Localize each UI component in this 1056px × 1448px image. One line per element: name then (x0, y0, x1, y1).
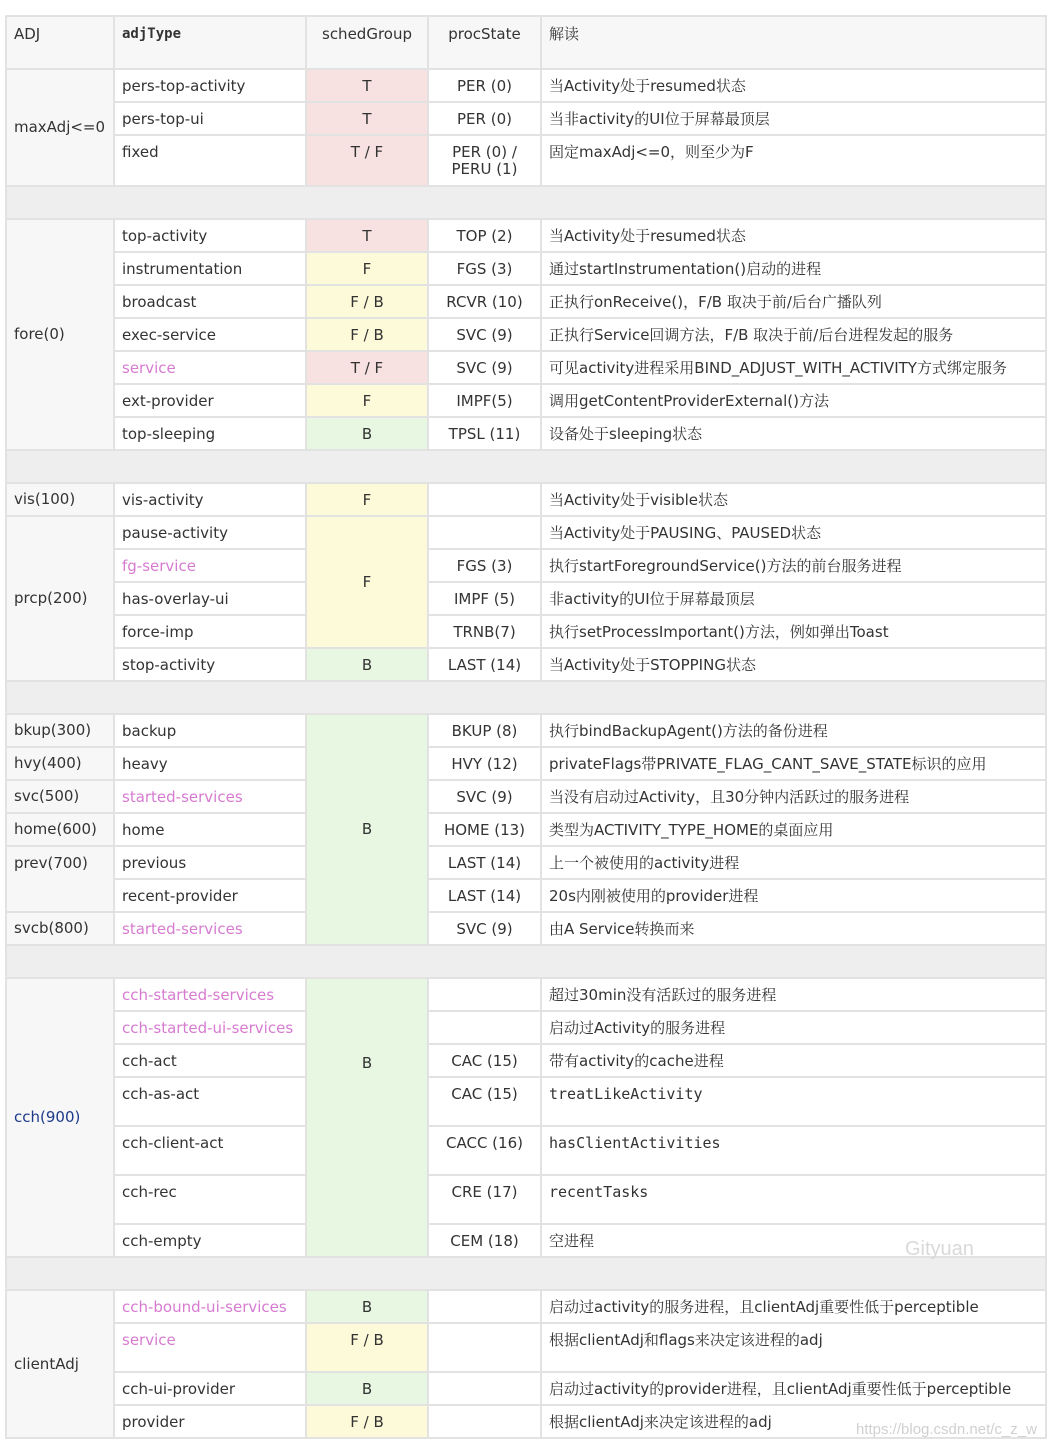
adjtype-cell: cch-ui-provider (114, 1372, 306, 1405)
adjtype-cell: stop-activity (114, 648, 306, 681)
adjtype-cell: cch-client-act (114, 1126, 306, 1175)
procstate-cell: LAST (14) (428, 648, 541, 681)
procstate-cell: CRE (17) (428, 1175, 541, 1224)
adjtype-cell: service (114, 1323, 306, 1372)
desc-cell: 非activity的UI位于屏幕最顶层 (541, 582, 1046, 615)
schedgroup-cell: F (306, 483, 428, 516)
schedgroup-cell: B (306, 714, 428, 945)
procstate-cell: LAST (14) (428, 846, 541, 879)
table-row (6, 1323, 1046, 1372)
procstate-cell: FGS (3) (428, 252, 541, 285)
desc-cell: 当非activity的UI位于屏幕最顶层 (541, 102, 1046, 135)
table-row (6, 615, 1046, 648)
adjtype-cell: fixed (114, 135, 306, 186)
procstate-cell: SVC (9) (428, 912, 541, 945)
procstate-cell (428, 1011, 541, 1044)
adj-cell: fore(0) (6, 219, 114, 450)
desc-cell: 根据clientAdj和flags来决定该进程的adj (541, 1323, 1046, 1372)
table-row (6, 1175, 1046, 1224)
desc-cell: 类型为ACTIVITY_TYPE_HOME的桌面应用 (541, 813, 1046, 846)
procstate-cell (428, 1290, 541, 1323)
schedgroup-cell: F / B (306, 1323, 428, 1372)
table-row (6, 417, 1046, 450)
desc-cell: hasClientActivities (541, 1126, 1046, 1175)
schedgroup-cell: B (306, 1372, 428, 1405)
header-desc: 解读 (541, 16, 1046, 69)
schedgroup-cell: T (306, 102, 428, 135)
separator-row (6, 186, 1046, 219)
separator-row (6, 1257, 1046, 1290)
desc-cell: 当Activity处于visible状态 (541, 483, 1046, 516)
desc-cell: 执行startForegroundService()方法的前台服务进程 (541, 549, 1046, 582)
table-row (6, 582, 1046, 615)
adjtype-cell: cch-bound-ui-services (114, 1290, 306, 1323)
desc-cell: 执行setProcessImportant()方法，例如弹出Toast (541, 615, 1046, 648)
table-row (6, 102, 1046, 135)
adjtype-cell: has-overlay-ui (114, 582, 306, 615)
procstate-cell: HVY (12) (428, 747, 541, 780)
desc-cell: 启动过activity的provider进程，且clientAdj重要性低于perceptible (541, 1372, 1046, 1405)
desc-cell: 当Activity处于STOPPING状态 (541, 648, 1046, 681)
adj-table (5, 15, 1047, 1439)
desc-cell: 当Activity处于resumed状态 (541, 69, 1046, 102)
schedgroup-cell: T / F (306, 351, 428, 384)
procstate-cell: SVC (9) (428, 780, 541, 813)
adjtype-cell: force-imp (114, 615, 306, 648)
table-row (6, 516, 1046, 549)
adjtype-cell: cch-act (114, 1044, 306, 1077)
adjtype-cell: started-services (114, 912, 306, 945)
procstate-cell: SVC (9) (428, 318, 541, 351)
adjtype-cell: cch-started-services (114, 978, 306, 1011)
adjtype-cell: vis-activity (114, 483, 306, 516)
desc-cell: 执行bindBackupAgent()方法的备份进程 (541, 714, 1046, 747)
table-row (6, 1372, 1046, 1405)
table-row (6, 549, 1046, 582)
desc-cell: 设备处于sleeping状态 (541, 417, 1046, 450)
schedgroup-cell: F / B (306, 318, 428, 351)
table-row (6, 384, 1046, 417)
desc-cell: treatLikeActivity (541, 1077, 1046, 1126)
adjtype-cell: service (114, 351, 306, 384)
desc-cell: 带有activity的cache进程 (541, 1044, 1046, 1077)
procstate-cell: CAC (15) (428, 1077, 541, 1126)
adjtype-cell: cch-started-ui-services (114, 1011, 306, 1044)
adj-cell: svc(500) (6, 780, 114, 813)
procstate-cell: BKUP (8) (428, 714, 541, 747)
adjtype-cell: previous (114, 846, 306, 879)
desc-cell: 固定maxAdj<=0，则至少为F (541, 135, 1046, 186)
adj-cell: svcb(800) (6, 912, 114, 945)
schedgroup-cell: B (306, 417, 428, 450)
table-row (6, 351, 1046, 384)
schedgroup-cell: F (306, 516, 428, 648)
table-row (6, 780, 1046, 813)
table-row (6, 1126, 1046, 1175)
desc-cell: 启动过activity的服务进程，且clientAdj重要性低于perceptible (541, 1290, 1046, 1323)
adjtype-cell: provider (114, 1405, 306, 1438)
procstate-cell: TPSL (11) (428, 417, 541, 450)
schedgroup-cell: F / B (306, 285, 428, 318)
table-row (6, 813, 1046, 846)
adjtype-cell: instrumentation (114, 252, 306, 285)
desc-cell: 调用getContentProviderExternal()方法 (541, 384, 1046, 417)
procstate-cell: SVC (9) (428, 351, 541, 384)
header-procstate: procState (428, 16, 541, 69)
procstate-cell: IMPF(5) (428, 384, 541, 417)
schedgroup-cell: T (306, 69, 428, 102)
desc-cell: 当Activity处于resumed状态 (541, 219, 1046, 252)
procstate-cell: CAC (15) (428, 1044, 541, 1077)
desc-cell: 当Activity处于PAUSING、PAUSED状态 (541, 516, 1046, 549)
schedgroup-cell: T (306, 219, 428, 252)
table-row (6, 1044, 1046, 1077)
adjtype-cell: pers-top-activity (114, 69, 306, 102)
adjtype-cell: home (114, 813, 306, 846)
procstate-cell: LAST (14) (428, 879, 541, 912)
table-row (6, 219, 1046, 252)
table-row (6, 1224, 1046, 1257)
separator-row (6, 450, 1046, 483)
desc-cell: 由A Service转换而来 (541, 912, 1046, 945)
table-row (6, 879, 1046, 912)
adj-cell: prev(700) (6, 846, 114, 912)
adjtype-cell: pause-activity (114, 516, 306, 549)
table-row (6, 747, 1046, 780)
table-row (6, 285, 1046, 318)
header-schedgroup: schedGroup (306, 16, 428, 69)
procstate-cell (428, 1405, 541, 1438)
table-row (6, 912, 1046, 945)
adj-cell: home(600) (6, 813, 114, 846)
adjtype-cell: top-activity (114, 219, 306, 252)
procstate-cell: IMPF (5) (428, 582, 541, 615)
procstate-cell: CACC (16) (428, 1126, 541, 1175)
adjtype-cell: started-services (114, 780, 306, 813)
table-row (6, 846, 1046, 879)
procstate-cell (428, 978, 541, 1011)
desc-cell: 空进程 (541, 1224, 1046, 1257)
adj-cell: bkup(300) (6, 714, 114, 747)
url-watermark: https://blog.csdn.net/c_z_w (856, 1421, 1037, 1438)
adj-cell: prcp(200) (6, 516, 114, 681)
desc-cell: privateFlags带PRIVATE_FLAG_CANT_SAVE_STATE标识的应用 (541, 747, 1046, 780)
schedgroup-cell: F / B (306, 1405, 428, 1438)
table-row (6, 1011, 1046, 1044)
procstate-cell (428, 1372, 541, 1405)
adjtype-cell: recent-provider (114, 879, 306, 912)
schedgroup-cell: B (306, 978, 428, 1257)
separator-row (6, 945, 1046, 978)
procstate-cell: PER (0) (428, 102, 541, 135)
table-row (6, 978, 1046, 1011)
separator-row (6, 681, 1046, 714)
procstate-cell: FGS (3) (428, 549, 541, 582)
adjtype-cell: heavy (114, 747, 306, 780)
procstate-cell (428, 516, 541, 549)
adjtype-cell: exec-service (114, 318, 306, 351)
gityuan-watermark: Gityuan (905, 1238, 974, 1260)
table-row (6, 252, 1046, 285)
adjtype-cell: top-sleeping (114, 417, 306, 450)
schedgroup-cell: T / F (306, 135, 428, 186)
adjtype-cell: pers-top-ui (114, 102, 306, 135)
desc-cell: 根据clientAdj来决定该进程的adj (541, 1405, 1046, 1438)
desc-cell: 可见activity进程采用BIND_ADJUST_WITH_ACTIVITY方式绑定服务 (541, 351, 1046, 384)
desc-cell: 正执行onReceive()，F/B 取决于前/后台广播队列 (541, 285, 1046, 318)
adjtype-cell: ext-provider (114, 384, 306, 417)
header-row (6, 16, 1046, 69)
table-row (6, 135, 1046, 186)
table-row (6, 648, 1046, 681)
procstate-cell: TOP (2) (428, 219, 541, 252)
table-row (6, 1077, 1046, 1126)
adjtype-cell: fg-service (114, 549, 306, 582)
schedgroup-cell: B (306, 648, 428, 681)
adjtype-cell: cch-empty (114, 1224, 306, 1257)
desc-cell: 正执行Service回调方法，F/B 取决于前/后台进程发起的服务 (541, 318, 1046, 351)
adj-cell: hvy(400) (6, 747, 114, 780)
adj-cell: vis(100) (6, 483, 114, 516)
table-row (6, 714, 1046, 747)
procstate-cell: RCVR (10) (428, 285, 541, 318)
header-adjtype: adjType (114, 16, 306, 69)
desc-cell: 启动过Activity的服务进程 (541, 1011, 1046, 1044)
procstate-cell (428, 483, 541, 516)
procstate-cell: PER (0) (428, 69, 541, 102)
desc-cell: 上一个被使用的activity进程 (541, 846, 1046, 879)
adj-cell: cch(900) (6, 978, 114, 1257)
adj-cell: maxAdj<=0 (6, 69, 114, 186)
procstate-cell: HOME (13) (428, 813, 541, 846)
desc-cell: 通过startInstrumentation()启动的进程 (541, 252, 1046, 285)
table-row (6, 69, 1046, 102)
adj-cell: clientAdj (6, 1290, 114, 1438)
procstate-cell: PER (0) / PERU (1) (428, 135, 541, 186)
table-row (6, 318, 1046, 351)
desc-cell: recentTasks (541, 1175, 1046, 1224)
procstate-cell: CEM (18) (428, 1224, 541, 1257)
procstate-cell (428, 1323, 541, 1372)
adjtype-cell: backup (114, 714, 306, 747)
table-row (6, 1290, 1046, 1323)
table-row (6, 483, 1046, 516)
desc-cell: 超过30min没有活跃过的服务进程 (541, 978, 1046, 1011)
schedgroup-cell: F (306, 252, 428, 285)
header-adj: ADJ (6, 16, 114, 69)
procstate-cell: TRNB(7) (428, 615, 541, 648)
schedgroup-cell: B (306, 1290, 428, 1323)
desc-cell: 20s内刚被使用的provider进程 (541, 879, 1046, 912)
adjtype-cell: cch-rec (114, 1175, 306, 1224)
adjtype-cell: cch-as-act (114, 1077, 306, 1126)
schedgroup-cell: F (306, 384, 428, 417)
desc-cell: 当没有启动过Activity，且30分钟内活跃过的服务进程 (541, 780, 1046, 813)
adjtype-cell: broadcast (114, 285, 306, 318)
